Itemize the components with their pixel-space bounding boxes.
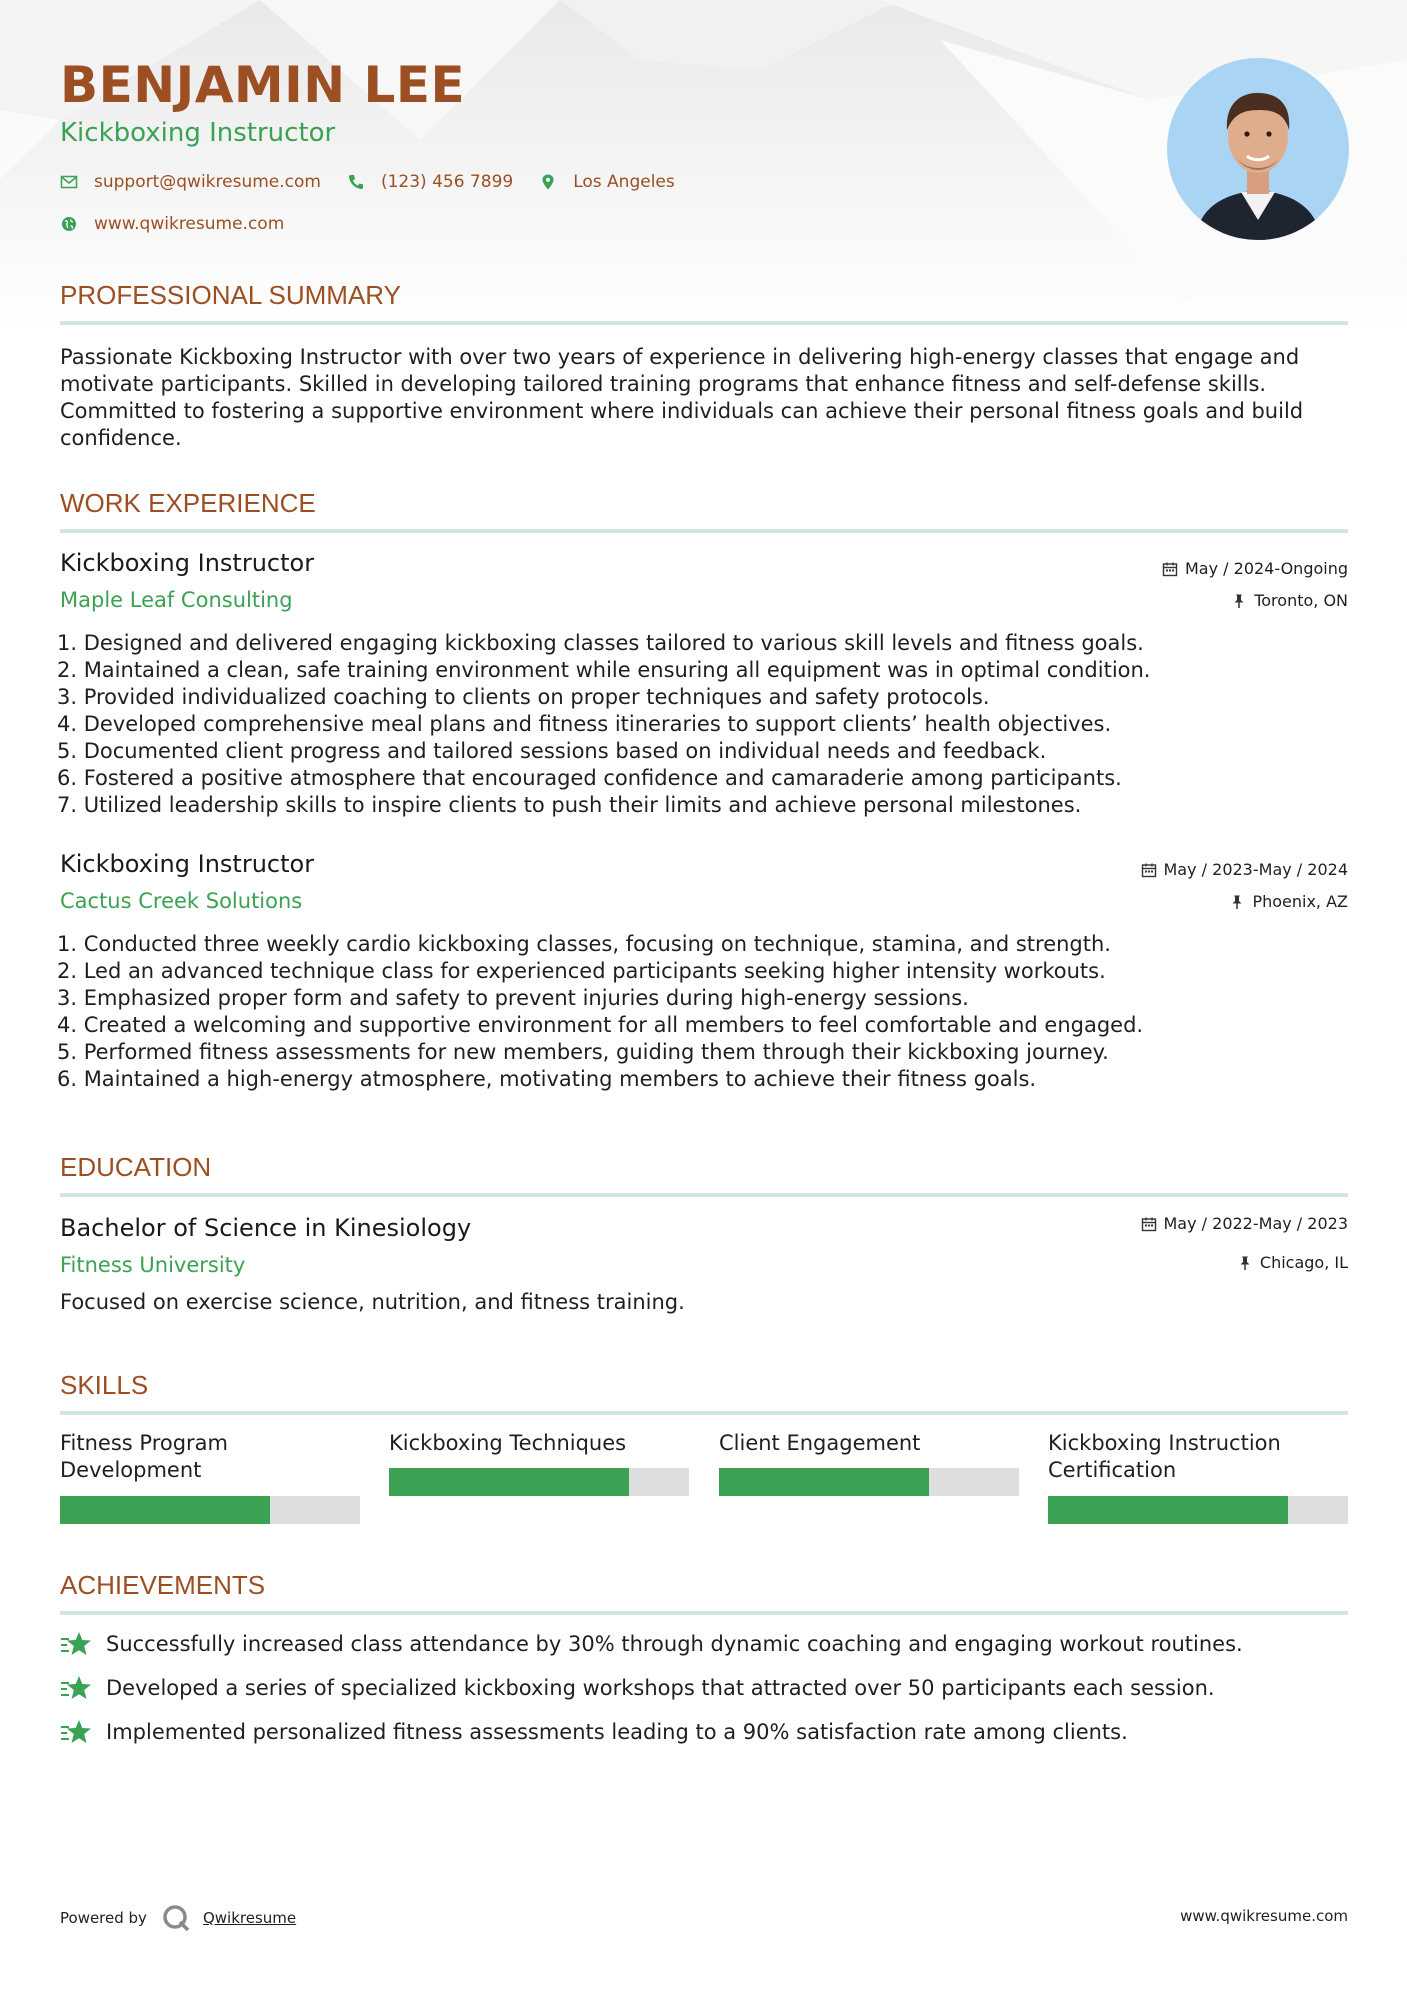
candidate-title: Kickboxing Instructor — [60, 118, 336, 148]
phone-icon — [347, 173, 365, 191]
list-item: 1. Designed and delivered engaging kickboxing classes tailored to various skill levels and fitness goals. — [56, 631, 1144, 655]
list-item: 2. Led an advanced technique class for experienced participants seeking higher intensity workouts. — [56, 959, 1106, 983]
job-location — [1229, 892, 1348, 911]
achievement-text: Developed a series of specialized kickboxing workshops that attracted over 50 participants each session. — [106, 1676, 1215, 1700]
contact-row-web — [60, 214, 310, 234]
list-item: 4. Created a welcoming and supportive environment for all members to feel comfortable and engaged. — [56, 1013, 1144, 1037]
education-degree: Bachelor of Science in Kinesiology — [60, 1214, 472, 1242]
skill-item — [60, 1430, 360, 1484]
contact-website[interactable] — [60, 214, 284, 234]
job-role: Kickboxing Instructor — [60, 549, 315, 577]
calendar-icon — [1141, 1216, 1157, 1232]
list-item: 5. Documented client progress and tailored sessions based on individual needs and feedback. — [56, 739, 1047, 763]
qwikresume-link[interactable]: Qwikresume — [202, 1909, 297, 1927]
education-description: Focused on exercise science, nutrition, and fitness training. — [60, 1290, 685, 1314]
achievement-item — [60, 1674, 1215, 1702]
contact-location — [539, 172, 675, 192]
contact-phone[interactable] — [347, 172, 513, 192]
job-location-text: Toronto, ON — [1254, 591, 1348, 610]
footer-website[interactable]: www.qwikresume.com — [1180, 1907, 1348, 1925]
list-item: 3. Emphasized proper form and safety to prevent injuries during high-energy sessions. — [56, 986, 969, 1010]
job-dates-text: May / 2023-May / 2024 — [1163, 860, 1348, 879]
skill-level-fill — [389, 1468, 629, 1496]
phone-text: (123) 456 7899 — [380, 172, 514, 192]
education-location-text: Chicago, IL — [1259, 1253, 1348, 1272]
skill-name: Client Engagement — [719, 1431, 921, 1455]
skill-name: Kickboxing Techniques — [389, 1431, 627, 1455]
skill-level-fill — [1048, 1496, 1288, 1524]
job-bullets — [55, 931, 1143, 1093]
job-role: Kickboxing Instructor — [60, 850, 315, 878]
job-dates — [1141, 860, 1349, 879]
globe-icon — [60, 215, 78, 233]
skill-level-fill — [60, 1496, 270, 1524]
star-badge-icon — [60, 1674, 92, 1702]
section-heading-achievements: ACHIEVEMENTS — [60, 1570, 1348, 1615]
star-badge-icon — [60, 1718, 92, 1746]
achievement-item — [60, 1630, 1243, 1658]
list-item: 7. Utilized leadership skills to inspire clients to push their limits and achieve personal milestones. — [56, 793, 1082, 817]
skill-level-bar — [60, 1496, 360, 1524]
contact-email[interactable] — [60, 172, 321, 192]
job-bullets — [55, 630, 1150, 819]
skill-level-bar — [719, 1468, 1019, 1496]
pushpin-icon — [1237, 1255, 1253, 1271]
skill-level-fill — [719, 1468, 929, 1496]
list-item: 2. Maintained a clean, safe training environment while ensuring all equipment was in optimal condition. — [56, 658, 1151, 682]
envelope-icon — [60, 173, 78, 191]
list-item: 4. Developed comprehensive meal plans and fitness itineraries to support clients’ health objectives. — [56, 712, 1112, 736]
job-company: Maple Leaf Consulting — [60, 588, 293, 612]
skill-name: Fitness Program Development — [60, 1431, 229, 1482]
footer-powered-by — [60, 1903, 296, 1933]
map-pin-icon — [539, 173, 557, 191]
calendar-icon — [1162, 561, 1178, 577]
contact-row — [60, 172, 701, 192]
profile-photo — [1167, 58, 1349, 240]
education-school: Fitness University — [60, 1253, 246, 1277]
job-dates — [1162, 559, 1348, 578]
location-text: Los Angeles — [573, 172, 675, 192]
list-item: 5. Performed fitness assessments for new members, guiding them through their kickboxing journey. — [56, 1040, 1109, 1064]
achievement-text: Implemented personalized fitness assessments leading to a 90% satisfaction rate among clients. — [106, 1720, 1128, 1744]
skill-name: Kickboxing Instruction Certification — [1048, 1431, 1281, 1482]
powered-by-label: Powered by — [60, 1909, 147, 1927]
section-heading-summary: PROFESSIONAL SUMMARY — [60, 280, 1348, 325]
achievement-text: Successfully increased class attendance by 30% through dynamic coaching and engaging workout routines. — [106, 1632, 1243, 1656]
section-heading-skills: SKILLS — [60, 1370, 1348, 1415]
list-item: 3. Provided individualized coaching to clients on proper techniques and safety protocols. — [56, 685, 990, 709]
skill-item — [389, 1430, 689, 1457]
job-location-text: Phoenix, AZ — [1252, 892, 1348, 911]
calendar-icon — [1141, 862, 1157, 878]
candidate-name: BENJAMIN LEE — [60, 56, 466, 114]
skill-item — [719, 1430, 1019, 1457]
education-dates — [1141, 1214, 1349, 1233]
list-item: 6. Maintained a high-energy atmosphere, motivating members to achieve their fitness goals. — [56, 1067, 1037, 1091]
skill-level-bar — [1048, 1496, 1348, 1524]
section-heading-experience: WORK EXPERIENCE — [60, 488, 1348, 533]
email-text: support@qwikresume.com — [94, 172, 321, 192]
job-location — [1231, 591, 1348, 610]
skill-level-bar — [389, 1468, 689, 1496]
skill-item — [1048, 1430, 1348, 1484]
section-heading-education: EDUCATION — [60, 1152, 1348, 1197]
education-location — [1237, 1253, 1348, 1272]
website-text: www.qwikresume.com — [94, 214, 285, 234]
job-company: Cactus Creek Solutions — [60, 889, 303, 913]
job-dates-text: May / 2024-Ongoing — [1185, 559, 1348, 578]
star-badge-icon — [60, 1630, 92, 1658]
list-item: 1. Conducted three weekly cardio kickboxing classes, focusing on technique, stamina, and strength. — [56, 932, 1111, 956]
pushpin-icon — [1231, 593, 1247, 609]
pushpin-icon — [1229, 894, 1245, 910]
education-dates-text: May / 2022-May / 2023 — [1163, 1214, 1348, 1233]
qwikresume-logo-icon — [161, 1903, 191, 1933]
summary-text: Passionate Kickboxing Instructor with over two years of experience in delivering high-energy classes that engage and motivate participants. Skilled in developing tailored training programs that enhance fitness and self-defense skills. Committed to fostering a supportive environment where individuals can achieve their personal fitness goals and build confidence. — [60, 345, 1304, 450]
list-item: 6. Fostered a positive atmosphere that encouraged confidence and camaraderie among participants. — [56, 766, 1122, 790]
achievement-item — [60, 1718, 1128, 1746]
